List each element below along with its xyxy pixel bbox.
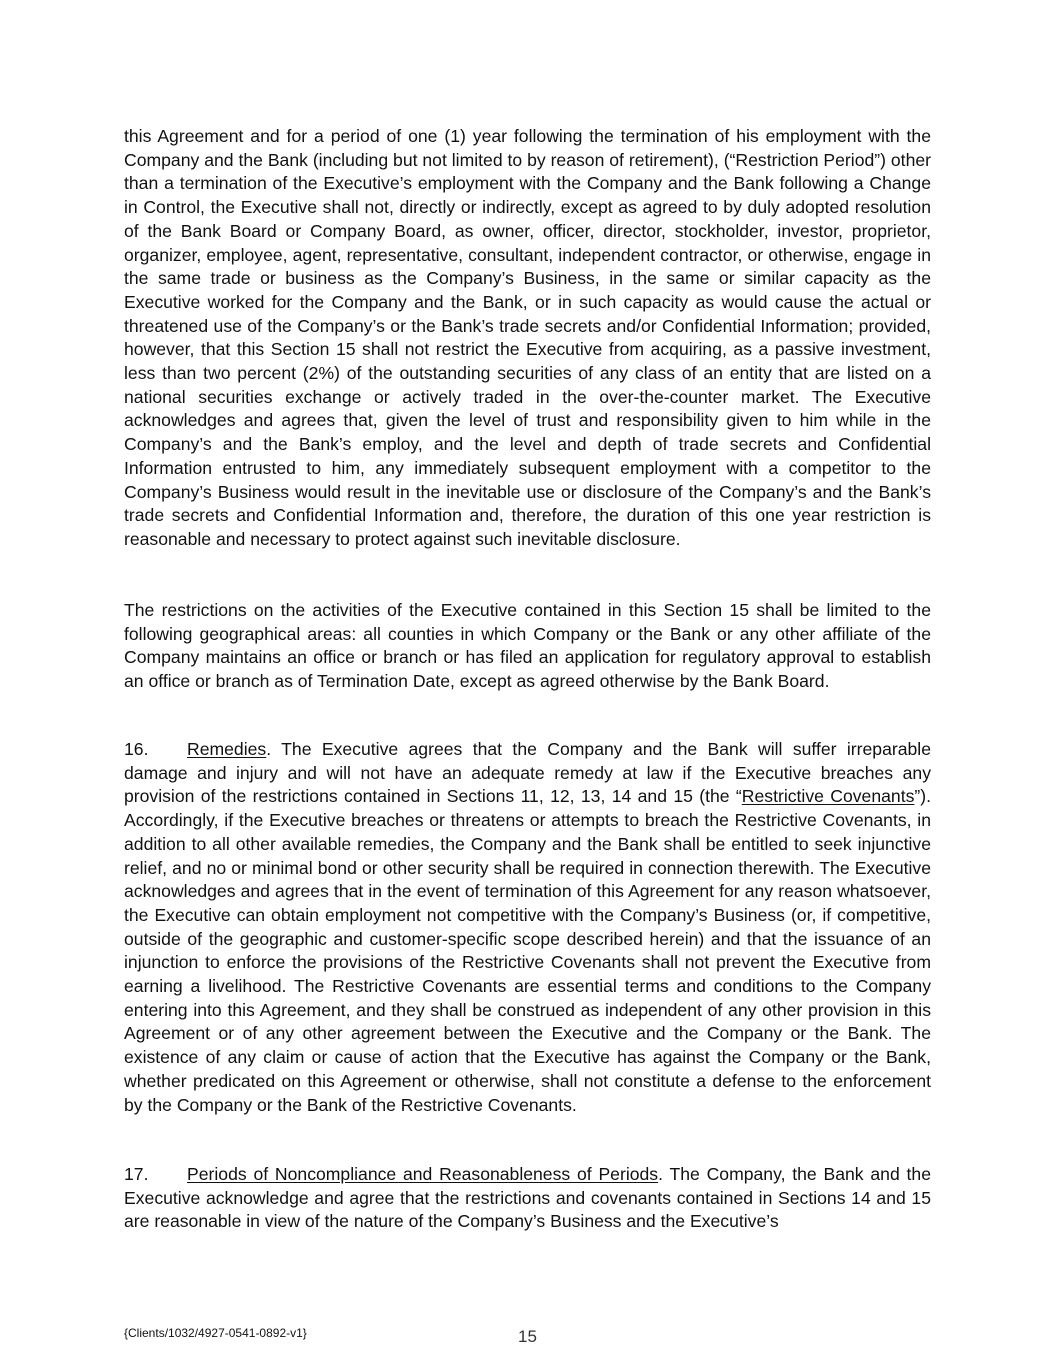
section-number: 16. — [124, 739, 149, 759]
section-heading: Remedies — [187, 739, 267, 759]
defined-term: Restrictive Covenants — [741, 786, 915, 807]
page-number: 15 — [518, 1327, 537, 1346]
section-text: . The Executive agrees that the Company and the Bank will suffer irreparable damage and injury and will not have an adequate remedy at law if the Executive breaches any provision of the restrictions contained in Sections 11, 12, 13, 14 and 15 (the “ — [124, 739, 931, 807]
section-text: . The Company, the Bank and the Executive acknowledge and agree that the restrictions and covenants contained in Sections 14 and 15 are reasonable in view of the nature of the Company’s Business and the Executive’s — [124, 1164, 932, 1232]
section-text-continued: ”). Accordingly, if the Executive breaches or threatens or attempts to breach the Restrictive Covenants, in addition to all other available remedies, the Company and the Bank shall be entitled to seek injunctive relief, and no or minimal bond or other security shall be required in connection therewith. The Executive acknowledges and agrees that in the event of termination of this Agreement for any reason whatsoever, the Executive can obtain employment not competitive with the Company’s Business (or, if competitive, outside of the geographic and customer-specific scope described herein) and that the issuance of an injunction to enforce the provisions of the Restrictive Covenants shall not prevent the Executive from earning a livelihood. The Restrictive Covenants are essential terms and conditions to the Company entering into this Agreement, and they shall be construed as independent of any other provision in this Agreement or of any other agreement between the Executive and the Company or the Bank. The existence of any claim or cause of action that the Executive has against the Company or the Bank, whether predicated on this Agreement or otherwise, shall not constitute a defense to the enforcement by the Company or the Bank of the Restrictive Covenants. — [124, 786, 931, 1115]
paragraph-restriction-period: this Agreement and for a period of one (1) year following the termination of his employment with the Company and the Bank (including but not limited to by reason of retirement), (“Restriction Period”) other than a termination of the Executive’s employment with the Company and the Bank following a Change in Control, the Executive shall not, directly or indirectly, except as agreed to by duly adopted resolution of the Bank Board or Company Board, as owner, officer, director, stockholder, investor, proprietor, organizer, employee, agent, representative, consultant, independent contractor, or otherwise, engage in the same trade or business as the Company’s Business, in the same or similar capacity as the Executive worked for the Company and the Bank, or in such capacity as would cause the actual or threatened use of the Company’s or the Bank’s trade secrets and/or Confidential Information; provided, however, that this Section 15 shall not restrict the Executive from acquiring, as a passive investment, less than two percent (2%) of the outstanding securities of any class of an entity that are listed on a national securities exchange or actively traded in the over-the-counter market. The Executive acknowledges and agrees that, given the level of trust and responsibility given to him while in the Company’s and the Bank’s employ, and the level and depth of trade secrets and Confidential Information entrusted to him, any immediately subsequent employment with a competitor to the Company’s Business would result in the inevitable use or disclosure of the Company’s and the Bank’s trade secrets and Confidential Information and, therefore, the duration of this one year restriction is reasonable and necessary to protect against such inevitable disclosure. — [124, 126, 931, 549]
footer-document-id: {Clients/1032/4927-0541-0892-v1} — [124, 1326, 307, 1340]
paragraph-geographic-restrictions: The restrictions on the activities of the Executive contained in this Section 15 shall be limited to the following geographical areas: all counties in which Company or the Bank or any other affiliate of the Company maintains an office or branch or has filed an application for regulatory approval to establish an office or branch as of Termination Date, except as agreed otherwise by the Bank Board. — [124, 600, 931, 692]
section-17-periods — [124, 1163, 931, 1234]
section-16-remedies — [124, 738, 931, 1117]
section-number: 17. — [124, 1164, 149, 1184]
section-heading: Periods of Noncompliance and Reasonableness of Periods — [187, 1164, 659, 1184]
